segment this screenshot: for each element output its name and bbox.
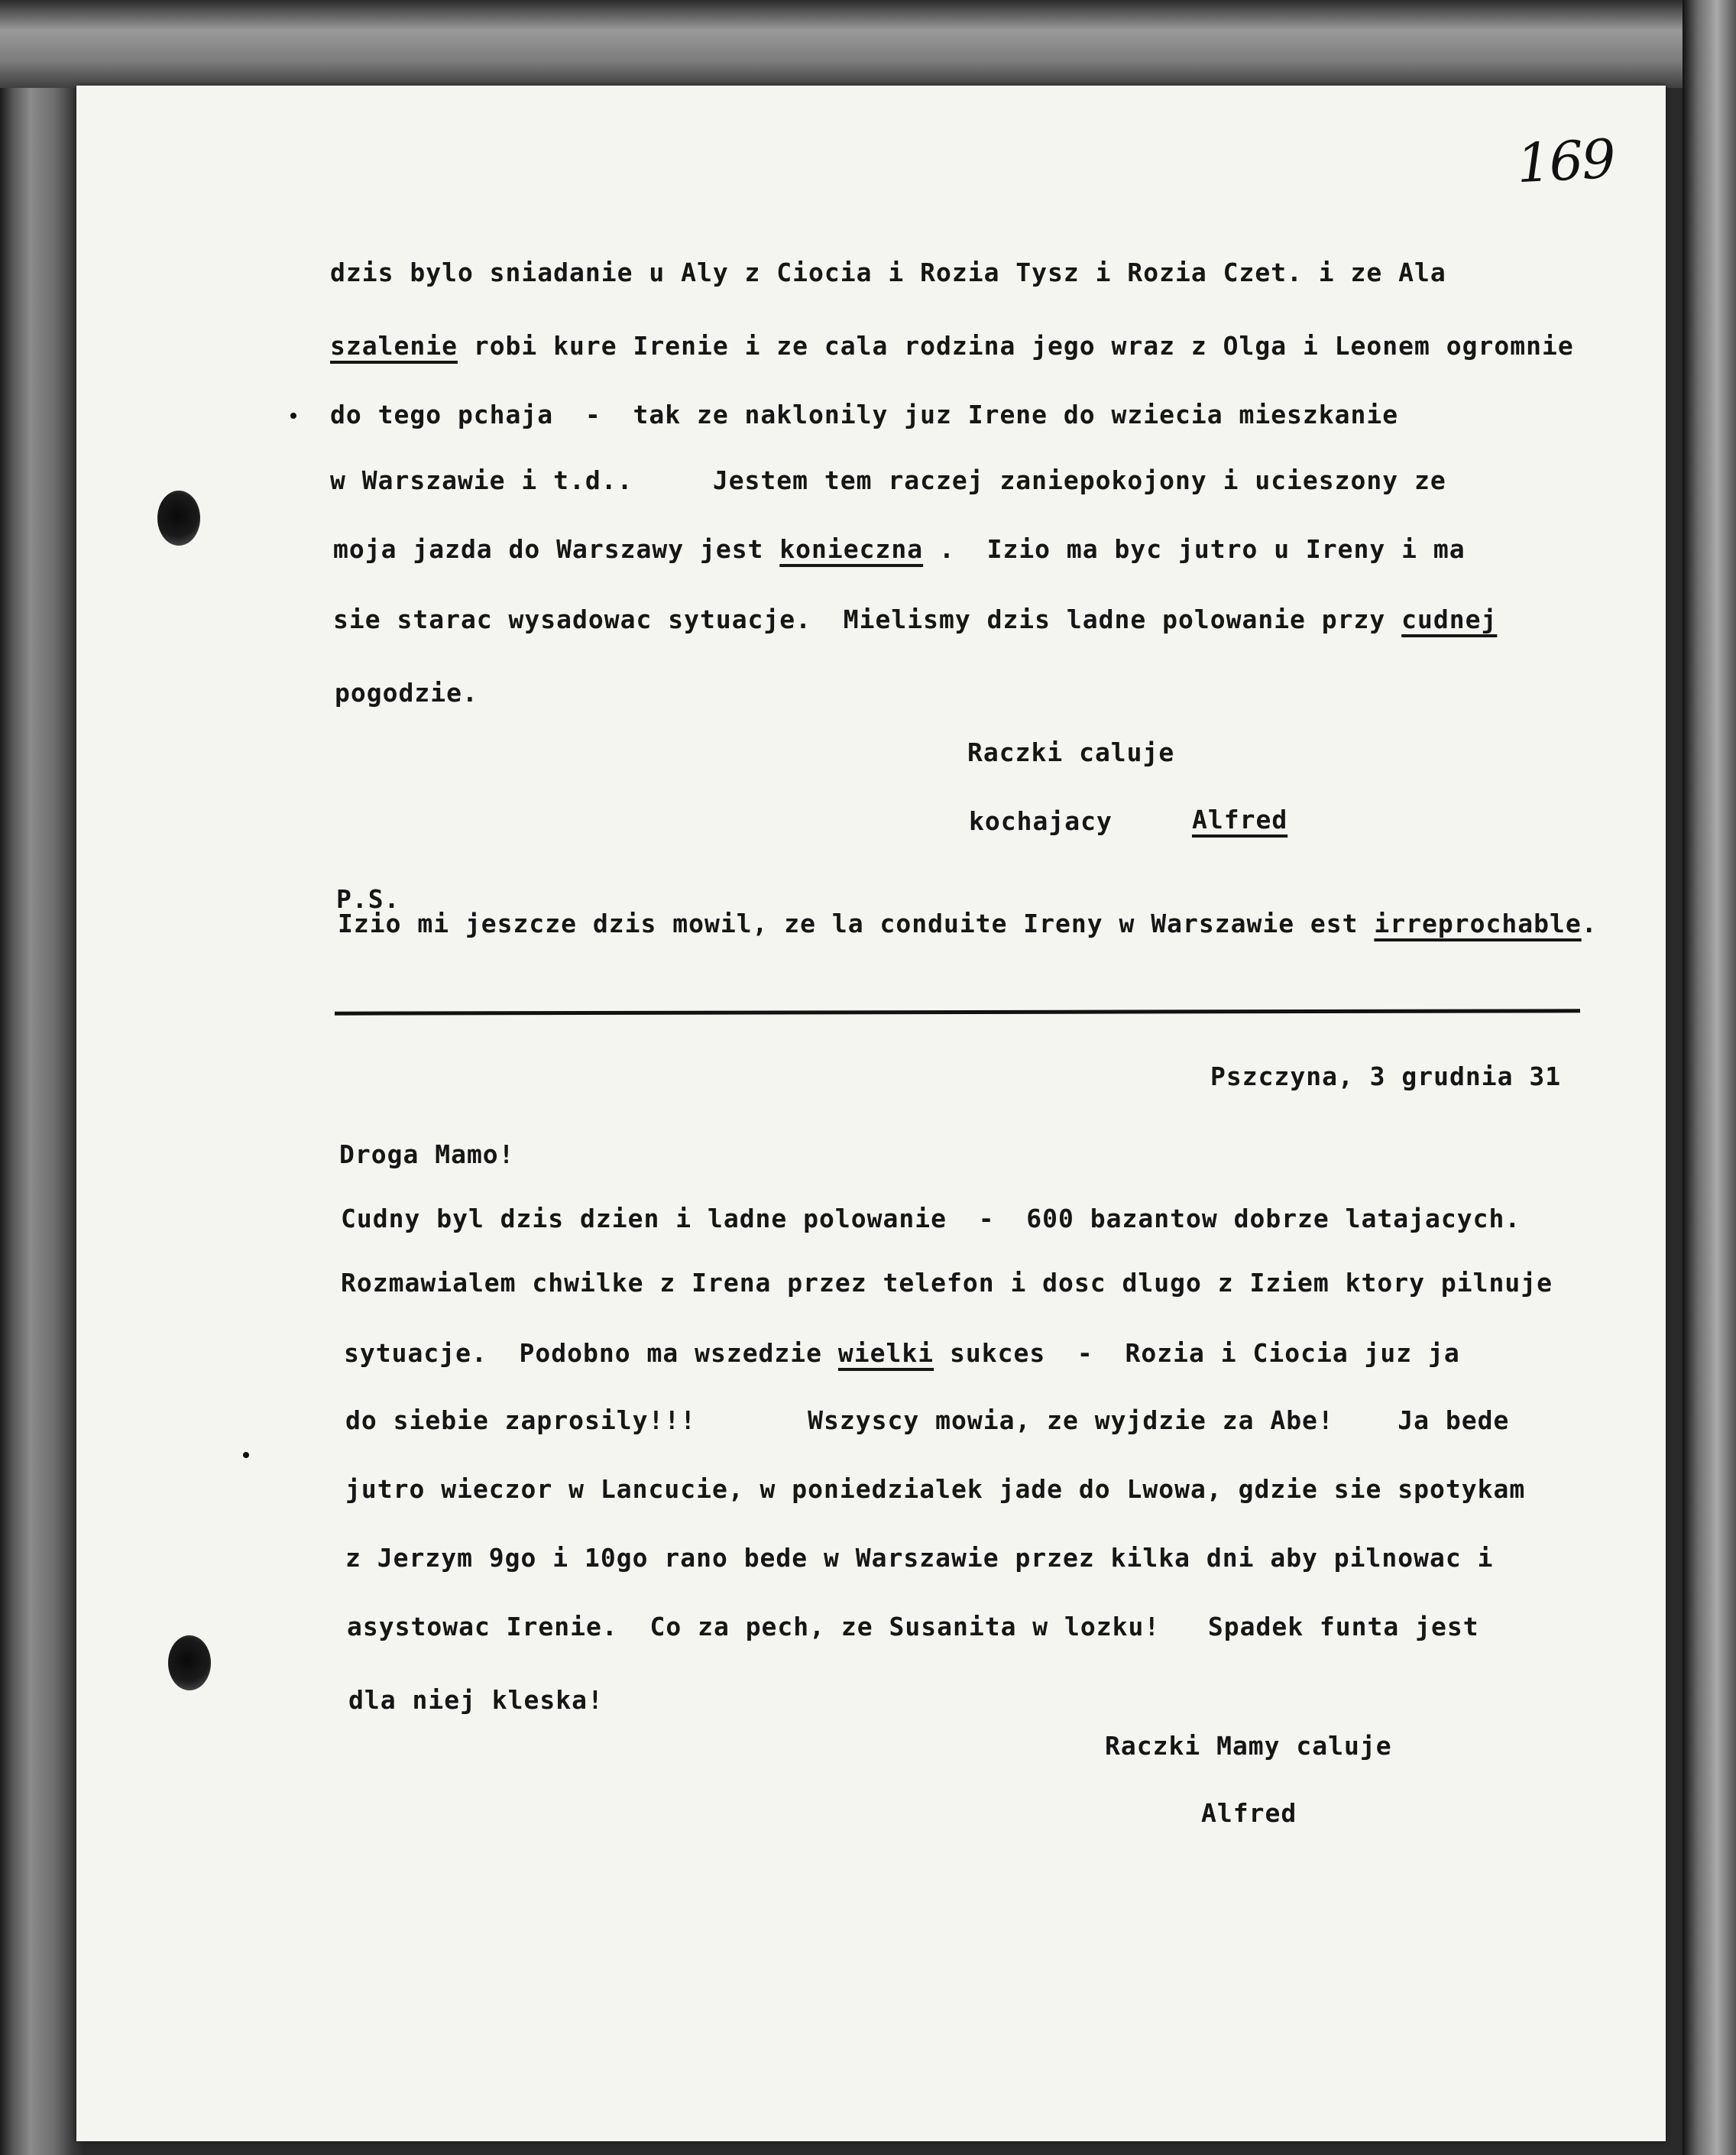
letter1-line bbox=[330, 465, 1446, 495]
punch-hole-lower bbox=[168, 1635, 211, 1690]
ps-label: P.S. bbox=[336, 884, 400, 914]
letter2-line bbox=[345, 1476, 1525, 1502]
letter1-line bbox=[335, 678, 478, 708]
typed-text: dzis bylo sniadanie u Aly z Ciocia i Rozia Tysz i Rozia Czet. i ze Ala bbox=[330, 258, 1446, 287]
typed-text: z Jerzym 9go i 10go rano bede w Warszawie przez kilka dni aby pilnowac i bbox=[345, 1543, 1494, 1573]
typed-text: sytuacje. Podobno ma wszedzie bbox=[344, 1338, 838, 1368]
letter2-closing: Raczki Mamy caluje bbox=[1105, 1731, 1392, 1761]
letter2-line bbox=[345, 1405, 1510, 1435]
typed-text: . bbox=[1581, 909, 1598, 938]
typed-text: jutro wieczor w Lancucie, w poniedzialek jade do Lwowa, gdzie sie spotykam bbox=[345, 1474, 1526, 1504]
typed-text: sie starac wysadowac sytuacje. Mielismy dzis ladne polowanie przy bbox=[333, 604, 1402, 634]
letter2-line bbox=[341, 1206, 1521, 1231]
letter2-line bbox=[348, 1687, 604, 1713]
typed-text: moja jazda do Warszawy jest bbox=[333, 534, 780, 564]
letter1-line bbox=[333, 536, 1466, 562]
typed-text: do siebie zaprosily!!! Wszyscy mowia, ze wyjdzie za Abe! Ja bede bbox=[345, 1405, 1510, 1435]
ps-line bbox=[338, 911, 1598, 936]
typed-text: Cudny byl dzis dzien i ladne polowanie - 600 bazantow dobrze latajacych. bbox=[341, 1204, 1521, 1233]
letter2-signature: Alfred bbox=[1201, 1798, 1297, 1828]
letter2-line bbox=[344, 1340, 1460, 1366]
letter1-line bbox=[330, 260, 1446, 285]
paper-speck bbox=[243, 1452, 249, 1458]
scan-border-right bbox=[1683, 0, 1736, 2155]
typed-text: Izio mi jeszcze dzis mowil, ze la conduite Ireny w Warszawie est bbox=[338, 909, 1375, 938]
paper-speck bbox=[290, 413, 296, 419]
letter1-closing-2: kochajacy bbox=[969, 806, 1113, 836]
underlined-word: irreprochable bbox=[1374, 909, 1582, 938]
typed-text: w Warszawie i t.d.. Jestem tem raczej zaniepokojony i ucieszony ze bbox=[330, 465, 1446, 495]
letter1-signature: Alfred bbox=[1192, 805, 1288, 834]
underlined-word: cudnej bbox=[1401, 604, 1498, 634]
typed-text: dla niej kleska! bbox=[348, 1685, 604, 1715]
typed-text: pogodzie. bbox=[335, 678, 478, 708]
typed-text: Rozmawialem chwilke z Irena przez telefon i dosc dlugo z Iziem ktory pilnuje bbox=[341, 1268, 1553, 1298]
typed-text: sukces - Rozia i Ciocia juz ja bbox=[934, 1338, 1460, 1368]
scan-border-top bbox=[0, 0, 1736, 88]
letter2-place-date: Pszczyna, 3 grudnia 31 bbox=[1210, 1061, 1562, 1091]
letter1-line bbox=[330, 331, 1574, 361]
underlined-word: szalenie bbox=[330, 331, 458, 361]
letter2-line bbox=[345, 1543, 1494, 1573]
letter2-salutation: Droga Mamo! bbox=[339, 1139, 515, 1169]
typed-text: do tego pchaja - tak ze naklonily juz Irene do wziecia mieszkanie bbox=[330, 400, 1399, 429]
letter1-closing: Raczki caluje bbox=[967, 737, 1175, 767]
letter2-line bbox=[347, 1614, 1479, 1639]
underlined-word: wielki bbox=[837, 1338, 934, 1368]
typed-text: robi kure Irenie i ze cala rodzina jego wraz z Olga i Leonem ogromnie bbox=[457, 331, 1574, 361]
letter2-line bbox=[341, 1268, 1553, 1298]
page-number: 169 bbox=[1514, 127, 1616, 196]
underlined-word: konieczna bbox=[779, 534, 924, 564]
letter1-line bbox=[333, 604, 1498, 634]
letter1-line bbox=[330, 402, 1398, 427]
typed-text: . Izio ma byc jutro u Ireny i ma bbox=[923, 534, 1466, 564]
paper-sheet bbox=[76, 86, 1666, 2141]
punch-hole-upper bbox=[157, 491, 200, 546]
typed-text: asystowac Irenie. Co za pech, ze Susanita w lozku! Spadek funta jest bbox=[347, 1612, 1479, 1641]
